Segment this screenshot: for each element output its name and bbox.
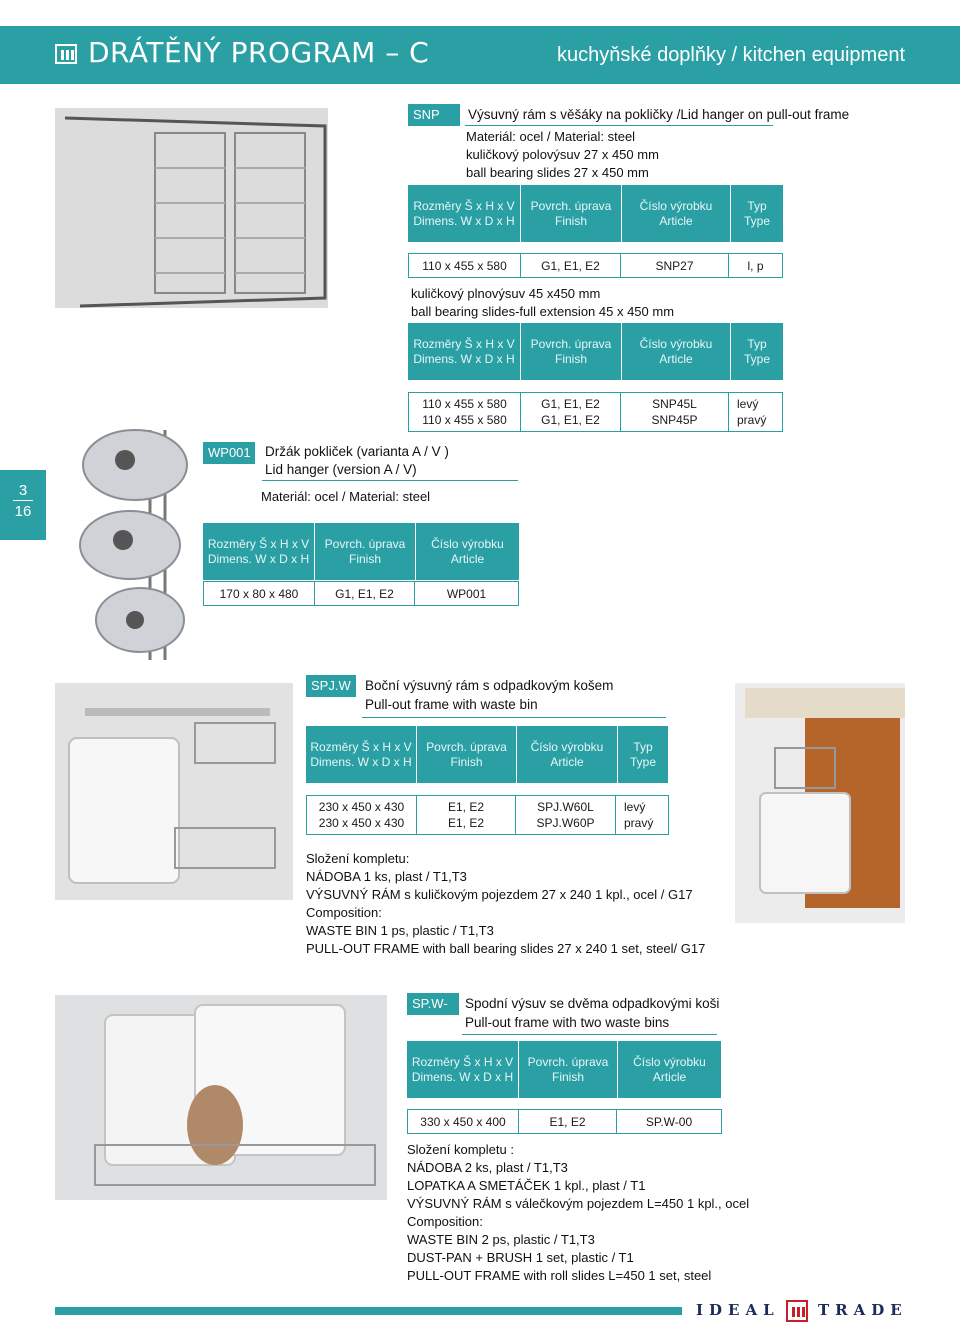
- cell-finish: E1, E2: [519, 1110, 617, 1133]
- header-article: Číslo výrobku Article: [622, 185, 730, 242]
- composition-line: Složení kompletu :: [407, 1142, 514, 1157]
- header-type: Typ Type: [618, 726, 668, 783]
- composition-line: PULL-OUT FRAME with roll slides L=450 1 set, steel: [407, 1268, 712, 1283]
- spw00-composition: [407, 1141, 749, 1285]
- wp001-title-underline: [262, 480, 518, 481]
- composition-line: NÁDOBA 2 ks, plast / T1,T3: [407, 1160, 568, 1175]
- header-article: Číslo výrobku Article: [517, 726, 617, 783]
- composition-line: WASTE BIN 2 ps, plastic / T1,T3: [407, 1232, 595, 1247]
- snp-material: Materiál: ocel / Material: steel: [466, 129, 636, 144]
- spw00-code-tag: SP.W-00: [407, 993, 459, 1015]
- wp001-table-header: [203, 523, 519, 580]
- wp001-table-row: [203, 581, 519, 606]
- cell-finish: G1, E1, E2: [315, 582, 415, 605]
- composition-line: VÝSUVNÝ RÁM s kuličkovým pojezdem 27 x 240 1 kpl., ocel / G17: [306, 887, 693, 902]
- spw00-title-underline: [462, 1034, 717, 1035]
- cell-finish: G1, E1, E2 G1, E1, E2: [521, 393, 621, 431]
- spjw-table-header: [306, 726, 668, 783]
- composition-line: NÁDOBA 1 ks, plast / T1,T3: [306, 869, 467, 884]
- cell-finish: G1, E1, E2: [521, 254, 621, 277]
- composition-line: DUST-PAN + BRUSH 1 set, plastic / T1: [407, 1250, 634, 1265]
- cell-dimensions: 230 x 450 x 430 230 x 450 x 430: [307, 796, 417, 834]
- spjw-composition: [306, 850, 705, 958]
- snp-table-header-2: [408, 323, 783, 380]
- cell-type: l, p: [747, 258, 764, 273]
- wp001-title-en: Lid hanger (version A / V): [265, 462, 417, 477]
- footer-bar: [55, 1307, 682, 1315]
- cell-dimensions: 330 x 450 x 400: [408, 1110, 519, 1133]
- wp001-title-cs: Držák pokliček (varianta A / V ): [265, 444, 449, 459]
- cell-dimensions: 110 x 455 x 580: [409, 254, 521, 277]
- header-article: Číslo výrobku Article: [416, 523, 519, 580]
- composition-line: WASTE BIN 1 ps, plastic / T1,T3: [306, 923, 494, 938]
- snp-title-underline: [465, 125, 773, 126]
- header-finish: Povrch. úprava Finish: [417, 726, 516, 783]
- spw00-title-cs: Spodní výsuv se dvěma odpadkovými koši: [465, 996, 720, 1011]
- ideal-trade-logo-icon: [786, 1300, 808, 1322]
- composition-line: PULL-OUT FRAME with ball bearing slides 27 x 240 1 set, steel/ G17: [306, 941, 706, 956]
- spjw-installed-photo: [735, 683, 905, 923]
- snp-slides-cs: kuličkový polovýsuv 27 x 450 mm: [466, 147, 659, 162]
- snp-table-row-1: [408, 253, 783, 278]
- snp-table-header-1: [408, 185, 783, 242]
- composition-line: Composition:: [306, 905, 382, 920]
- header-finish: Povrch. úprava Finish: [521, 185, 621, 242]
- spw00-table-header: [407, 1041, 721, 1098]
- spw00-title-en: Pull-out frame with two waste bins: [465, 1015, 670, 1030]
- snp-full-cs: kuličkový plnovýsuv 45 x450 mm: [411, 286, 601, 301]
- lid-hanger-frame-illustration: [55, 108, 328, 308]
- page-number-tab: [0, 470, 46, 540]
- header-dimensions: Rozměry Š x H x V Dimens. W x D x H: [203, 523, 314, 580]
- spw00-product-photo: [55, 995, 387, 1200]
- page-title: DRÁTĚNÝ PROGRAM – C: [88, 36, 430, 69]
- cell-article: SPJ.W60L SPJ.W60P: [516, 796, 616, 834]
- wp001-product-photo: [55, 420, 200, 665]
- cell-type: levý pravý: [737, 397, 767, 427]
- page-number: 16: [14, 503, 32, 520]
- brand-logo-icon: [55, 44, 77, 64]
- cell-dimensions: 110 x 455 x 580 110 x 455 x 580: [409, 393, 521, 431]
- header-finish: Povrch. úprava Finish: [519, 1041, 617, 1098]
- spjw-table-row: [306, 795, 669, 835]
- spjw-product-photo: [55, 683, 293, 900]
- header-dimensions: Rozměry Š x H x V Dimens. W x D x H: [407, 1041, 518, 1098]
- cell-article: SP.W-00: [645, 1114, 693, 1129]
- header-article: Číslo výrobku Article: [618, 1041, 721, 1098]
- spjw-title-underline: [362, 717, 666, 718]
- footer-brand-ideal: IDEAL: [696, 1301, 780, 1319]
- header-dimensions: Rozměry Š x H x V Dimens. W x D x H: [306, 726, 416, 783]
- header-finish: Povrch. úprava Finish: [315, 523, 415, 580]
- footer-brand-trade: TRADE: [818, 1301, 908, 1319]
- page-header: [0, 26, 960, 84]
- snp-slides-en: ball bearing slides 27 x 450 mm: [466, 165, 649, 180]
- composition-line: LOPATKA A SMETÁČEK 1 kpl., plast / T1: [407, 1178, 646, 1193]
- lid-holder-illustration: [55, 420, 200, 665]
- header-finish: Povrch. úprava Finish: [521, 323, 621, 380]
- spjw-title-cs: Boční výsuvný rám s odpadkovým košem: [365, 678, 614, 693]
- cabinet-with-waste-bin-illustration: [735, 683, 905, 923]
- cell-article: SNP45L SNP45P: [621, 393, 729, 431]
- snp-full-en: ball bearing slides-full extension 45 x 450 mm: [411, 304, 675, 319]
- snp-product-photo: [55, 108, 328, 308]
- header-type: Typ Type: [731, 185, 783, 242]
- composition-line: VÝSUVNÝ RÁM s válečkovým pojezdem L=450 1 kpl., ocel: [407, 1196, 750, 1211]
- snp-code-tag: SNP: [408, 104, 460, 126]
- wp001-code-tag: WP001: [203, 442, 255, 464]
- page-subtitle: kuchyňské doplňky / kitchen equipment: [557, 44, 905, 66]
- composition-line: Composition:: [407, 1214, 483, 1229]
- chapter-number: 3: [13, 470, 33, 501]
- header-dimensions: Rozměry Š x H x V Dimens. W x D x H: [408, 323, 520, 380]
- wp001-material: Materiál: ocel / Material: steel: [261, 489, 431, 504]
- spjw-code-tag: SPJ.W: [306, 675, 356, 697]
- cell-finish: E1, E2 E1, E2: [417, 796, 516, 834]
- two-waste-bins-illustration: [55, 995, 387, 1200]
- cell-article: SNP27: [621, 254, 729, 277]
- composition-line: Složení kompletu:: [306, 851, 410, 866]
- header-article: Číslo výrobku Article: [622, 323, 730, 380]
- spw00-table-row: [407, 1109, 722, 1134]
- header-dimensions: Rozměry Š x H x V Dimens. W x D x H: [408, 185, 520, 242]
- cell-dimensions: 170 x 80 x 480: [204, 582, 315, 605]
- header-type: Typ Type: [731, 323, 783, 380]
- pull-out-frame-waste-bin-illustration: [55, 683, 293, 900]
- cell-article: WP001: [446, 586, 487, 601]
- spjw-title-en: Pull-out frame with waste bin: [365, 697, 538, 712]
- snp-title: Výsuvný rám s věšáky na pokličky /Lid hanger on pull-out frame: [468, 107, 850, 122]
- cell-type: levý pravý: [624, 800, 654, 830]
- snp-table-row-2: [408, 392, 783, 432]
